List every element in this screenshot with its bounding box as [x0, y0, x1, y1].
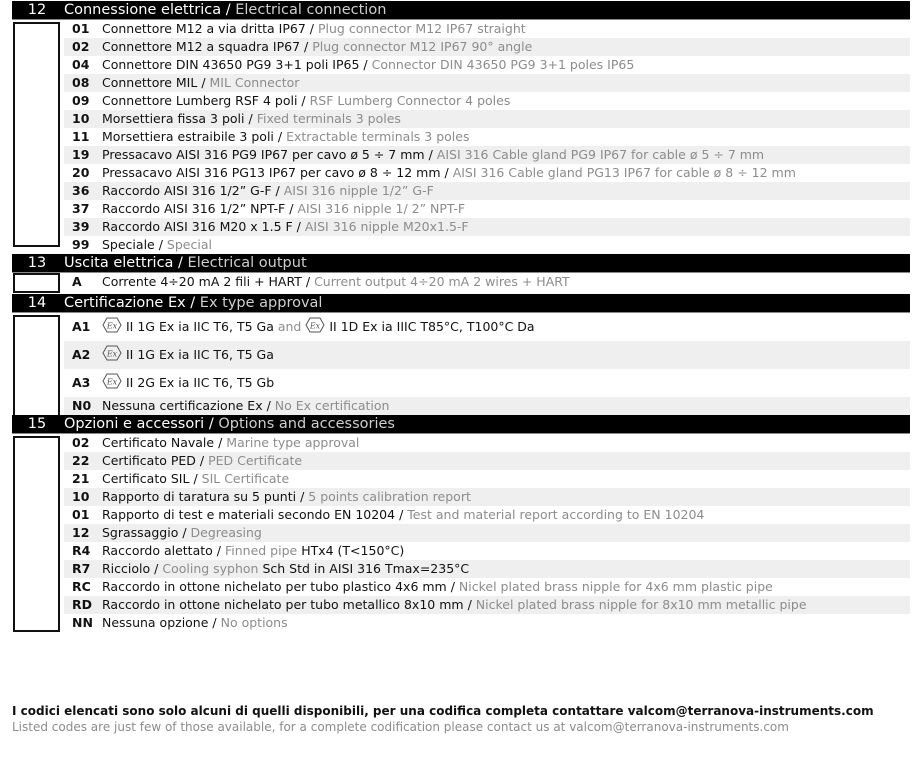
description-separator: / — [248, 111, 253, 126]
section-title: Opzioni e accessori / Options and accessories — [64, 416, 395, 432]
description-separator: / — [304, 39, 309, 54]
option-code: 99 — [72, 237, 90, 252]
option-row-39 — [64, 218, 910, 236]
description-italian: Corrente 4÷20 mA 2 fili + HART — [102, 274, 302, 289]
description-english: No options — [220, 615, 288, 630]
description-separator: / — [399, 507, 404, 522]
section-header-12 — [12, 1, 910, 20]
option-code: RD — [72, 597, 93, 612]
description-italian: Certificato PED — [102, 453, 196, 468]
option-code: A — [72, 274, 82, 289]
option-row-20 — [64, 164, 910, 182]
option-code: A1 — [72, 319, 91, 334]
atex-ex-icon — [102, 371, 122, 387]
description-separator: / — [182, 525, 187, 540]
option-row-a2 — [64, 341, 910, 369]
option-row-21 — [64, 470, 910, 488]
description-separator: / — [289, 201, 294, 216]
description-italian: Connettore M12 a via dritta IP67 — [102, 21, 306, 36]
option-description — [102, 369, 274, 397]
section-number: 13 — [27, 255, 47, 271]
description-english: Fixed terminals 3 poles — [256, 111, 401, 126]
option-description — [102, 218, 469, 236]
description-english: AISI 316 Cable gland PG13 IP67 for cable ø 8 ÷ 12 mm — [452, 165, 796, 180]
description-separator: / — [212, 615, 217, 630]
option-code: 01 — [72, 507, 90, 522]
option-description — [102, 434, 359, 452]
option-description — [102, 542, 404, 560]
section-body-15 — [12, 434, 910, 632]
code-entry-box-12[interactable] — [13, 22, 60, 247]
description-english: Extractable terminals 3 poles — [286, 129, 470, 144]
option-code: 37 — [72, 201, 90, 216]
section-body-14 — [12, 313, 910, 415]
option-row-10 — [64, 110, 910, 128]
option-code: A2 — [72, 347, 91, 362]
option-row-a — [64, 273, 910, 291]
option-description — [102, 506, 704, 524]
option-code: 02 — [72, 435, 90, 450]
option-code: 09 — [72, 93, 90, 108]
option-description — [102, 614, 288, 632]
option-description — [102, 146, 764, 164]
description-english: RSF Lumberg Connector 4 poles — [309, 93, 511, 108]
section-body-12 — [12, 20, 910, 254]
svg-text:Ex: Ex — [310, 321, 321, 331]
description-english: SIL Certificate — [201, 471, 290, 486]
description-english: Cooling syphon — [162, 561, 259, 576]
description-separator: / — [275, 183, 280, 198]
option-row-12 — [64, 524, 910, 542]
description-separator: / — [428, 147, 433, 162]
description-separator: / — [301, 93, 306, 108]
description-italian: II 2G Ex ia IIC T6, T5 Gb — [126, 375, 275, 390]
section-number: 14 — [27, 295, 47, 311]
description-italian: Pressacavo AISI 316 PG13 IP67 per cavo ø 8 ÷ 12 mm — [102, 165, 441, 180]
option-code: A3 — [72, 375, 91, 390]
option-row-22 — [64, 452, 910, 470]
description-english: AISI 316 Cable gland PG9 IP67 for cable ø 5 ÷ 7 mm — [436, 147, 765, 162]
option-code: RC — [72, 579, 91, 594]
option-code: 20 — [72, 165, 90, 180]
description-italian: Nessuna opzione — [102, 615, 209, 630]
description-joiner: and — [277, 319, 302, 334]
description-separator: / — [277, 129, 283, 144]
option-description — [102, 273, 570, 291]
description-italian: Raccordo in ottone nichelato per tubo plastico 4x6 mm — [102, 579, 447, 594]
option-description — [102, 313, 535, 341]
option-code: 04 — [72, 57, 90, 72]
section-header-14 — [12, 294, 910, 313]
option-row-02 — [64, 434, 910, 452]
description-english: Marine type approval — [226, 435, 360, 450]
description-italian: Sgrassaggio — [102, 525, 179, 540]
description-english: Plug connector M12 IP67 90° angle — [312, 39, 533, 54]
description-separator: / — [300, 489, 305, 504]
option-description — [102, 164, 796, 182]
description-separator: / — [309, 21, 315, 36]
option-description — [102, 110, 401, 128]
option-code: 39 — [72, 219, 90, 234]
option-row-09 — [64, 92, 910, 110]
description-separator: / — [450, 579, 455, 594]
description-italian: Rapporto di taratura su 5 punti — [102, 489, 297, 504]
description-italian: Ricciolo — [102, 561, 151, 576]
description-english: AISI 316 nipple 1/ 2” NPT-F — [297, 201, 466, 216]
svg-text:Ex: Ex — [106, 349, 118, 359]
option-row-37 — [64, 200, 910, 218]
description-separator: / — [305, 274, 311, 289]
option-description — [102, 56, 634, 74]
option-description — [102, 200, 465, 218]
description-english: AISI 316 nipple M20x1.5-F — [304, 219, 469, 234]
description-separator: / — [218, 435, 223, 450]
option-list — [64, 313, 910, 415]
option-row-19 — [64, 146, 910, 164]
option-row-n0 — [64, 397, 910, 415]
option-description — [102, 397, 389, 415]
atex-ex-icon — [305, 315, 325, 331]
description-italian: Morsettiera fissa 3 poli — [102, 111, 245, 126]
option-description — [102, 236, 212, 254]
option-row-10 — [64, 488, 910, 506]
option-code: 02 — [72, 39, 90, 54]
description-italian: Connettore M12 a squadra IP67 — [102, 39, 301, 54]
option-description — [102, 524, 262, 542]
atex-ex-icon — [102, 343, 122, 359]
option-row-11 — [64, 128, 910, 146]
description-italian: Raccordo in ottone nichelato per tubo metallico 8x10 mm — [102, 597, 464, 612]
svg-text:Ex: Ex — [106, 321, 118, 331]
footer-note — [12, 703, 874, 735]
option-row-r4 — [64, 542, 910, 560]
description-italian: Connettore Lumberg RSF 4 poli — [102, 93, 298, 108]
option-description — [102, 128, 469, 146]
description-italian: Connettore MIL — [102, 75, 198, 90]
description-english: PED Certificate — [208, 453, 303, 468]
option-description — [102, 20, 526, 38]
description-italian-secondary: II 1D Ex ia IIIC T85°C, T100°C Da — [329, 319, 535, 334]
option-row-rc — [64, 578, 910, 596]
description-separator: / — [444, 165, 449, 180]
description-italian: Morsettiera estraibile 3 poli — [102, 129, 274, 144]
description-italian: Nessuna certificazione Ex — [102, 398, 263, 413]
description-italian: Speciale — [102, 237, 155, 252]
option-row-nn — [64, 614, 910, 632]
description-italian: Rapporto di test e materiali secondo EN 10204 — [102, 507, 396, 522]
description-separator: / — [201, 75, 206, 90]
description-english: Degreasing — [190, 525, 262, 540]
description-english: Special — [166, 237, 212, 252]
description-english: Current output 4÷20 mA 2 wires + HART — [314, 274, 570, 289]
option-code: 36 — [72, 183, 90, 198]
footer-note-english: Listed codes are just few of those available, for a complete codification please contact us at valcom@terranova-instruments.com — [12, 720, 789, 734]
option-description — [102, 74, 299, 92]
description-italian: Raccordo alettato — [102, 543, 213, 558]
option-list — [64, 273, 910, 291]
section-title: Certificazione Ex / Ex type approval — [64, 295, 323, 311]
description-english: 5 points calibration report — [308, 489, 471, 504]
option-code: R4 — [72, 543, 91, 558]
section-header-13 — [12, 254, 910, 273]
section-header-15 — [12, 415, 910, 434]
option-code: NN — [72, 615, 93, 630]
option-code: 01 — [72, 21, 90, 36]
section-title: Uscita elettrica / Electrical output — [64, 255, 307, 271]
option-description — [102, 38, 532, 56]
option-description — [102, 596, 807, 614]
atex-ex-icon — [102, 315, 122, 331]
option-row-04 — [64, 56, 910, 74]
option-list — [64, 434, 910, 632]
description-separator: / — [193, 471, 198, 486]
option-code: 11 — [72, 129, 90, 144]
option-row-99 — [64, 236, 910, 254]
description-separator: / — [154, 561, 159, 576]
option-description — [102, 341, 274, 369]
option-row-rd — [64, 596, 910, 614]
description-english: No Ex certification — [274, 398, 390, 413]
option-code: 19 — [72, 147, 90, 162]
description-english: Plug connector M12 IP67 straight — [318, 21, 526, 36]
footer-note-italian: I codici elencati sono solo alcuni di quelli disponibili, per una codifica completa contattare valcom@terranova-instruments.com — [12, 704, 874, 718]
description-english: Finned pipe — [224, 543, 298, 558]
option-row-36 — [64, 182, 910, 200]
code-entry-box-13[interactable] — [13, 273, 60, 293]
option-description — [102, 92, 510, 110]
option-row-02 — [64, 38, 910, 56]
description-spec: HTx4 (T<150°C) — [301, 543, 405, 558]
svg-text:Ex: Ex — [106, 377, 118, 387]
option-row-r7 — [64, 560, 910, 578]
section-title: Connessione elettrica / Electrical connection — [64, 2, 387, 18]
option-code: N0 — [72, 398, 92, 413]
description-italian: Raccordo AISI 316 M20 x 1.5 F — [102, 219, 293, 234]
description-italian: Connettore DIN 43650 PG9 3+1 poli IP65 — [102, 57, 360, 72]
option-description — [102, 452, 302, 470]
option-code: 10 — [72, 489, 90, 504]
description-separator: / — [266, 398, 271, 413]
option-code: 12 — [72, 525, 90, 540]
description-english: AISI 316 nipple 1/2” G-F — [283, 183, 434, 198]
description-separator: / — [158, 237, 163, 252]
description-english: MIL Connector — [209, 75, 300, 90]
description-italian: Certificato SIL — [102, 471, 190, 486]
description-separator: / — [199, 453, 205, 468]
section-number: 12 — [27, 2, 47, 18]
description-english: Connector DIN 43650 PG9 3+1 poles IP65 — [371, 57, 635, 72]
description-spec: Sch Std in AISI 316 Tmax=235°C — [262, 561, 470, 576]
code-entry-box-15[interactable] — [13, 436, 60, 632]
description-italian: Pressacavo AISI 316 PG9 IP67 per cavo ø 5 ÷ 7 mm — [102, 147, 425, 162]
description-separator: / — [216, 543, 221, 558]
option-row-01 — [64, 506, 910, 524]
option-code: 10 — [72, 111, 90, 126]
option-row-a3 — [64, 369, 910, 397]
option-row-a1 — [64, 313, 910, 341]
description-english: Nickel plated brass nipple for 4x6 mm plastic pipe — [458, 579, 773, 594]
description-separator: / — [467, 597, 472, 612]
option-description — [102, 470, 289, 488]
description-english: Test and material report according to EN 10204 — [407, 507, 705, 522]
option-description — [102, 488, 471, 506]
option-row-01 — [64, 20, 910, 38]
description-italian: Raccordo AISI 316 1/2” NPT-F — [102, 201, 286, 216]
description-italian: II 1G Ex ia IIC T6, T5 Ga — [126, 319, 274, 334]
description-separator: / — [296, 219, 301, 234]
option-code: 08 — [72, 75, 90, 90]
description-italian: Raccordo AISI 316 1/2” G-F — [102, 183, 272, 198]
description-separator: / — [363, 57, 368, 72]
section-number: 15 — [27, 416, 47, 432]
option-list — [64, 20, 910, 254]
option-code: 22 — [72, 453, 90, 468]
option-description — [102, 182, 434, 200]
description-english: Nickel plated brass nipple for 8x10 mm metallic pipe — [475, 597, 807, 612]
code-entry-box-14[interactable] — [13, 315, 60, 419]
option-description — [102, 578, 773, 596]
option-code: 21 — [72, 471, 90, 486]
option-row-08 — [64, 74, 910, 92]
section-body-13 — [12, 273, 910, 291]
option-code: R7 — [72, 561, 91, 576]
option-description — [102, 560, 469, 578]
description-italian: II 1G Ex ia IIC T6, T5 Ga — [126, 347, 274, 362]
description-italian: Certificato Navale — [102, 435, 215, 450]
